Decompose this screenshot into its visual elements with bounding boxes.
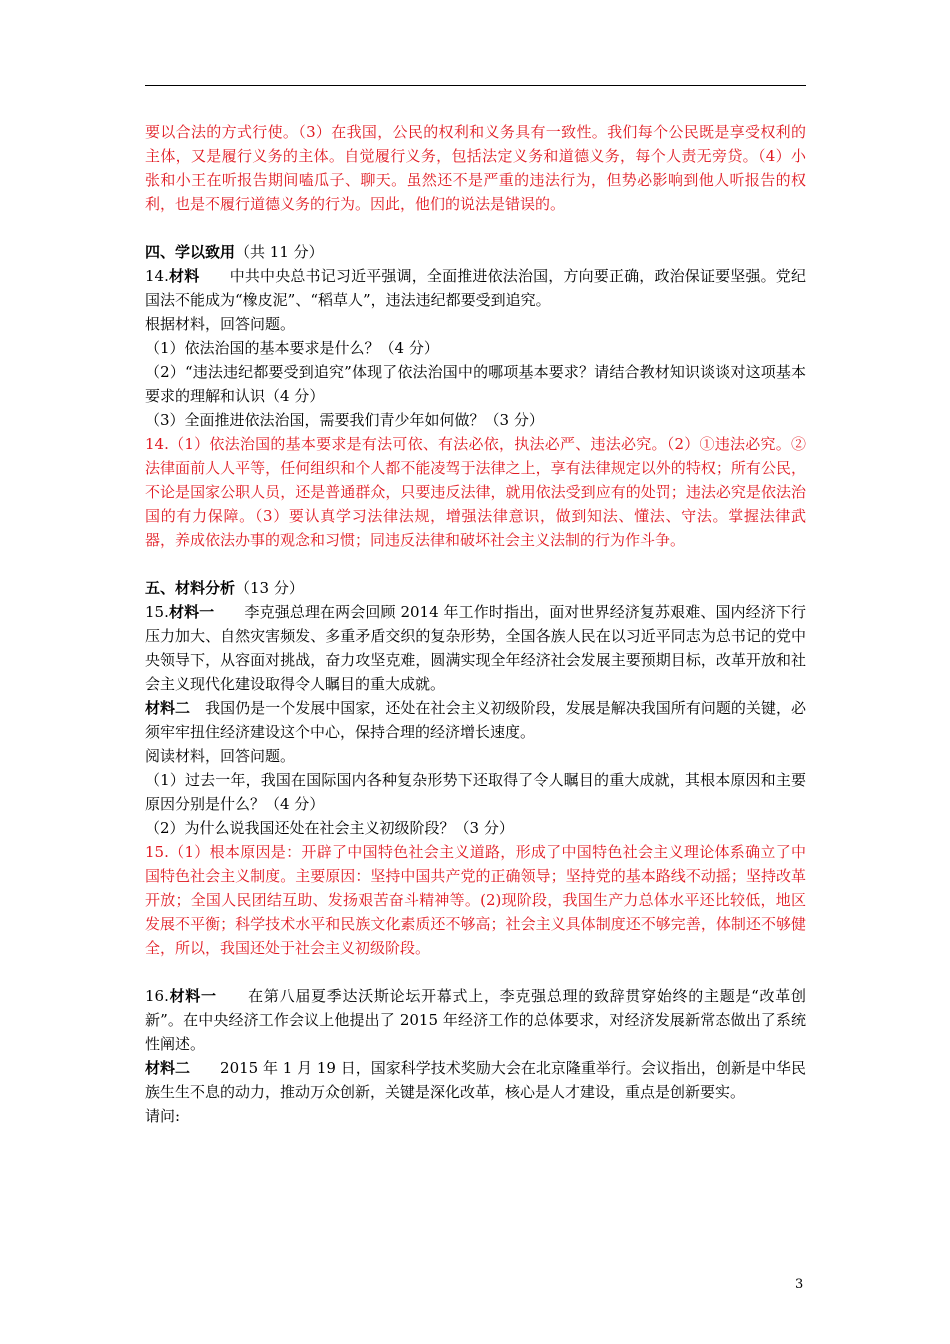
answer-14: 14.（1）依法治国的基本要求是有法可依、有法必依，执法必严、违法必究。（2）①违法必究。②法律面前人人平等，任何组织和个人都不能凌驾于法律之上，享有法律规定以外的特权；所有公民，不论是国家公职人员，还是普通群众，只要违反法律，就用依法受到应有的处罚；违法必究是依法治国的有力保障。（3）要认真学习法律法规，增强法律意识，做到知法、懂法、守法。掌握法律武器，养成依法办事的观念和习惯；同违反法律和破坏社会主义法制的行为作斗争。 bbox=[145, 435, 806, 549]
question-14-sub-3: （3）全面推进依法治国，需要我们青少年如何做？（3 分） bbox=[145, 411, 544, 429]
section-5-heading bbox=[145, 576, 806, 600]
section-title: 五、材料分析 bbox=[145, 579, 236, 597]
section-score: （13 分） bbox=[235, 579, 304, 597]
material-label: 材料一 bbox=[168, 987, 217, 1005]
question-15-material-1 bbox=[145, 600, 806, 696]
question-16-prompt: 请问: bbox=[145, 1107, 181, 1125]
material-text: 中共中央总书记习近平强调，全面推进依法治国，方向要正确，政治保证要坚强。党纪国法不能成为“橡皮泥”、“稻草人”，违法违纪都要受到追究。 bbox=[145, 267, 806, 309]
question-number: 16. bbox=[145, 987, 169, 1005]
material-label: 材料 bbox=[168, 267, 200, 285]
question-14-material bbox=[145, 264, 806, 312]
material-label: 材料二 bbox=[145, 1059, 191, 1077]
section-4-heading bbox=[145, 240, 806, 264]
question-14-sub-2: （2）“违法违纪都要受到追究”体现了依法治国中的哪项基本要求？请结合教材知识谈谈对这项基本要求的理解和认识（4 分） bbox=[145, 363, 806, 405]
spacer bbox=[145, 216, 806, 240]
document-body bbox=[145, 120, 806, 1128]
material-text: 2015 年 1 月 19 日，国家科学技术奖励大会在北京隆重举行。会议指出，创新是中华民族生生不息的动力，推动万众创新，关键是深化改革，核心是人才建设，重点是创新要实。 bbox=[145, 1059, 806, 1101]
spacer bbox=[145, 552, 806, 576]
answer-13-continued: 要以合法的方式行使。（3）在我国，公民的权利和义务具有一致性。我们每个公民既是享受权利的主体，又是履行义务的主体。自觉履行义务，包括法定义务和道德义务，每个人责无旁贷。（4）小张和小王在听报告期间嗑瓜子、聊天。虽然还不是严重的违法行为，但势必影响到他人听报告的权利，也是不履行道德义务的行为。因此，他们的说法是错误的。 bbox=[145, 123, 806, 213]
question-16-material-2 bbox=[145, 1056, 806, 1104]
question-15-sub-1: （1）过去一年，我国在国际国内各种复杂形势下还取得了令人瞩目的重大成就，其根本原因和主要原因分别是什么？（4 分） bbox=[145, 771, 806, 813]
question-16-material-1 bbox=[145, 984, 806, 1056]
section-title: 四、学以致用 bbox=[145, 243, 236, 261]
question-15-prompt: 阅读材料，回答问题。 bbox=[145, 747, 296, 765]
question-number: 14. bbox=[145, 267, 169, 285]
question-14-prompt: 根据材料，回答问题。 bbox=[145, 315, 296, 333]
question-15-sub-2: （2）为什么说我国还处在社会主义初级阶段？（3 分） bbox=[145, 819, 514, 837]
question-number: 15. bbox=[145, 603, 169, 621]
spacer bbox=[145, 960, 806, 984]
material-text: 在第八届夏季达沃斯论坛开幕式上，李克强总理的致辞贯穿始终的主题是“改革创新”。在中央经济工作会议上他提出了 2015 年经济工作的总体要求，对经济发展新常态做出了系统性阐述。 bbox=[145, 987, 806, 1053]
header-rule bbox=[145, 85, 806, 86]
section-score: （共 11 分） bbox=[235, 243, 324, 261]
question-15-material-2 bbox=[145, 696, 806, 744]
material-text: 我国仍是一个发展中国家，还处在社会主义初级阶段，发展是解决我国所有问题的关键，必须牢牢扭住经济建设这个中心，保持合理的经济增长速度。 bbox=[145, 699, 806, 741]
answer-15: 15.（1）根本原因是：开辟了中国特色社会主义道路，形成了中国特色社会主义理论体系确立了中国特色社会主义制度。主要原因：坚持中国共产党的正确领导；坚持党的基本路线不动摇；坚持改革开放；全国人民团结互助、发扬艰苦奋斗精神等。(2)现阶段，我国生产力总体水平还比较低，地区发展不平衡；科学技术水平和民族文化素质还不够高；社会主义具体制度还不够完善，体制还不够健全，所以，我国还处于社会主义初级阶段。 bbox=[145, 843, 806, 957]
question-14-sub-1: （1）依法治国的基本要求是什么？（4 分） bbox=[145, 339, 439, 357]
material-label: 材料一 bbox=[168, 603, 215, 621]
material-label: 材料二 bbox=[145, 699, 191, 717]
page-number: 3 bbox=[795, 1277, 804, 1292]
material-text: 李克强总理在两会回顾 2014 年工作时指出，面对世界经济复苏艰难、国内经济下行压力加大、自然灾害频发、多重矛盾交织的复杂形势，全国各族人民在以习近平同志为总书记的党中央领导下，从容面对挑战，奋力攻坚克难，圆满实现全年经济社会发展主要预期目标，改革开放和社会主义现代化建设取得令人瞩目的重大成就。 bbox=[145, 603, 806, 693]
